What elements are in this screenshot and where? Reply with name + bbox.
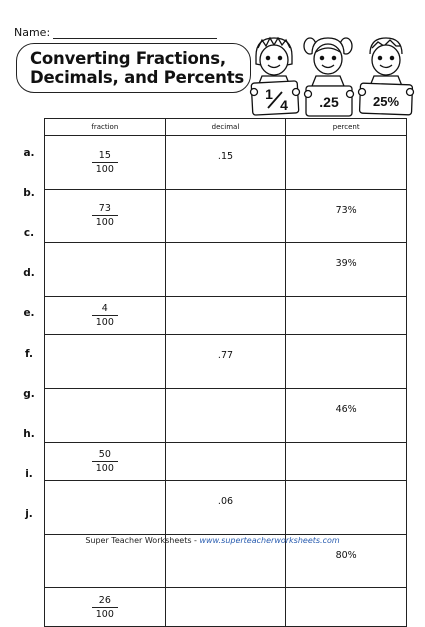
percent-cell[interactable] bbox=[286, 136, 407, 190]
row-label: e. bbox=[23, 307, 35, 320]
fraction-sign bbox=[251, 81, 299, 115]
conversion-table bbox=[44, 118, 407, 627]
denominator: 100 bbox=[95, 608, 114, 620]
decimal-cell[interactable]: .06 bbox=[165, 481, 286, 535]
row-label: f. bbox=[25, 347, 33, 360]
denominator: 100 bbox=[95, 462, 114, 474]
fraction-cell[interactable] bbox=[45, 243, 166, 297]
header-fraction: fraction bbox=[45, 119, 166, 136]
name-label: Name: bbox=[14, 26, 51, 39]
fraction-cell[interactable] bbox=[45, 335, 166, 389]
row-label: h. bbox=[23, 427, 35, 440]
denominator: 100 bbox=[95, 163, 114, 175]
footer bbox=[0, 536, 425, 545]
percent-cell[interactable]: 39% bbox=[286, 243, 407, 297]
sign-percent: 25% bbox=[372, 94, 400, 109]
table-row bbox=[45, 136, 407, 190]
decimal-cell[interactable] bbox=[165, 588, 286, 627]
table-row bbox=[45, 388, 407, 442]
footer-text: Super Teacher Worksheets - bbox=[85, 536, 200, 545]
fraction-cell[interactable] bbox=[45, 388, 166, 442]
header-decimal: decimal bbox=[165, 119, 286, 136]
percent-cell[interactable]: 73% bbox=[286, 189, 407, 243]
table-row bbox=[45, 335, 407, 389]
percent-cell[interactable] bbox=[286, 335, 407, 389]
header-percent: percent bbox=[286, 119, 407, 136]
denominator: 100 bbox=[95, 317, 114, 329]
row-label: a. bbox=[23, 147, 35, 160]
fraction bbox=[92, 303, 118, 328]
decimal-cell[interactable] bbox=[165, 189, 286, 243]
sign-fraction-numerator: 1 bbox=[265, 86, 273, 102]
fraction-cell[interactable] bbox=[45, 136, 166, 190]
table-row bbox=[45, 588, 407, 627]
fraction-cell[interactable] bbox=[45, 189, 166, 243]
percent-cell[interactable] bbox=[286, 588, 407, 627]
title-line-1: Converting Fractions, bbox=[30, 49, 226, 68]
table-row bbox=[45, 442, 407, 481]
row-label: g. bbox=[23, 387, 35, 400]
kid-2-icon bbox=[304, 38, 352, 86]
row-label: b. bbox=[23, 187, 35, 200]
decimal-cell[interactable]: .77 bbox=[165, 335, 286, 389]
denominator: 100 bbox=[95, 217, 114, 229]
fraction-bar bbox=[92, 607, 118, 608]
percent-cell[interactable] bbox=[286, 481, 407, 535]
fraction-bar bbox=[92, 215, 118, 216]
numerator: 50 bbox=[98, 448, 111, 460]
sign-decimal: .25 bbox=[319, 94, 339, 110]
numerator: 73 bbox=[98, 203, 111, 215]
kid-3-icon bbox=[370, 38, 402, 86]
fraction-bar bbox=[92, 461, 118, 462]
table-row bbox=[45, 481, 407, 535]
percent-cell[interactable]: 46% bbox=[286, 388, 407, 442]
numerator: 4 bbox=[101, 303, 108, 315]
numerator: 26 bbox=[98, 594, 111, 606]
footer-url[interactable]: www.superteacherworksheets.com bbox=[199, 536, 340, 545]
decimal-cell[interactable] bbox=[165, 296, 286, 335]
table-row bbox=[45, 189, 407, 243]
name-line[interactable] bbox=[53, 27, 217, 39]
row-label: i. bbox=[25, 467, 33, 480]
table-row bbox=[45, 296, 407, 335]
fraction-bar bbox=[92, 315, 118, 316]
fraction bbox=[92, 150, 118, 175]
fraction bbox=[92, 203, 118, 228]
title-line-2: Decimals, and Percents bbox=[30, 68, 245, 87]
table-row bbox=[45, 243, 407, 297]
decimal-cell[interactable]: .15 bbox=[165, 136, 286, 190]
decimal-cell[interactable] bbox=[165, 243, 286, 297]
fraction-cell[interactable] bbox=[45, 296, 166, 335]
fraction-cell[interactable] bbox=[45, 442, 166, 481]
row-label: d. bbox=[23, 267, 35, 280]
fraction bbox=[92, 449, 118, 474]
decimal-cell[interactable] bbox=[165, 442, 286, 481]
fraction-cell[interactable] bbox=[45, 588, 166, 627]
percent-cell[interactable] bbox=[286, 296, 407, 335]
numerator: 15 bbox=[98, 149, 111, 161]
name-field[interactable] bbox=[14, 26, 217, 39]
title-banner bbox=[16, 43, 251, 93]
row-label: j. bbox=[25, 507, 33, 520]
decimal-cell[interactable] bbox=[165, 388, 286, 442]
percent-cell[interactable]: 80% bbox=[286, 534, 407, 588]
fraction-bar bbox=[92, 162, 118, 163]
fraction bbox=[92, 595, 118, 620]
fraction-cell[interactable] bbox=[45, 481, 166, 535]
sign-fraction-denominator: 4 bbox=[280, 97, 288, 113]
percent-cell[interactable] bbox=[286, 442, 407, 481]
kid-1-icon bbox=[256, 38, 292, 86]
row-label: c. bbox=[23, 227, 35, 240]
kids-illustration bbox=[246, 34, 416, 126]
